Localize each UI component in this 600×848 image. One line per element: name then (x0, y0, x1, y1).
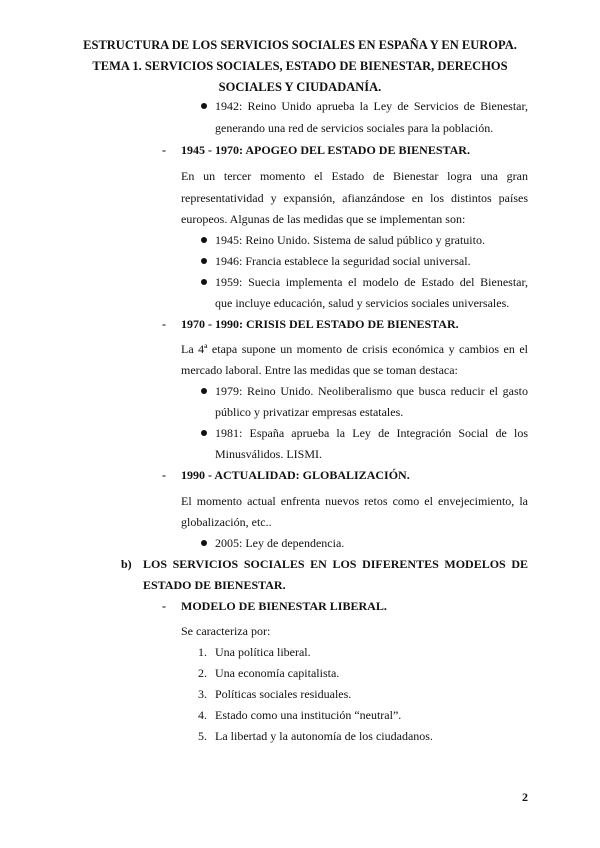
list-number: 3. (198, 687, 207, 701)
bullet-text: Minusválidos. LISMI. (215, 447, 323, 461)
paragraph-line: europeos. Algunas de las medidas que se implementan son: (181, 212, 466, 226)
list-item: Una política liberal. (215, 645, 311, 659)
bullet-text: 1946: Francia establece la seguridad social universal. (215, 254, 471, 268)
header-title-line-3: SOCIALES Y CIUDADANÍA. (218, 80, 382, 94)
bullet-icon (201, 258, 207, 264)
list-item: Una economía capitalista. (215, 666, 340, 680)
bullet-text: público y privatizar empresas estatales. (215, 405, 404, 419)
list-number: 4. (198, 708, 207, 722)
section-label: b) (121, 557, 132, 571)
list-item: Estado como una institución “neutral”. (215, 708, 402, 722)
page-number: 2 (522, 790, 528, 804)
bullet-text: que incluye educación, salud y servicios sociales universales. (215, 296, 510, 310)
paragraph-line: El momento actual enfrenta nuevos retos como el envejecimiento, la (181, 494, 528, 508)
bullet-text: 1942: Reino Unido aprueba la Ley de Servicios de Bienestar, (215, 99, 528, 113)
section-heading: MODELO DE BIENESTAR LIBERAL. (181, 599, 387, 613)
bullet-text: 1959: Suecia implementa el modelo de Estado del Bienestar, (215, 275, 528, 289)
section-title: LOS SERVICIOS SOCIALES EN LOS DIFERENTES MODELOS DE (143, 557, 528, 571)
dash-marker: - (162, 468, 166, 482)
list-item: Políticas sociales residuales. (215, 687, 352, 701)
section-title: ESTADO DE BIENESTAR. (143, 578, 286, 592)
list-item: La libertad y la autonomía de los ciudadanos. (215, 729, 433, 743)
paragraph-line: mercado laboral. Entre las medidas que se toman destaca: (181, 363, 458, 377)
list-number: 1. (198, 645, 207, 659)
section-heading: 1945 - 1970: APOGEO DEL ESTADO DE BIENESTAR. (181, 143, 470, 157)
bullet-icon (201, 279, 207, 285)
paragraph-line: globalización, etc.. (181, 515, 272, 529)
dash-marker: - (162, 143, 166, 157)
bullet-icon (201, 103, 207, 109)
dash-marker: - (162, 317, 166, 331)
header-title-line-2: TEMA 1. SERVICIOS SOCIALES, ESTADO DE BIENESTAR, DERECHOS (92, 59, 508, 73)
bullet-text: 1979: Reino Unido. Neoliberalismo que busca reducir el gasto (215, 384, 528, 398)
paragraph-line: La 4ª etapa supone un momento de crisis económica y cambios en el (181, 342, 528, 356)
list-number: 5. (198, 729, 207, 743)
list-number: 2. (198, 666, 207, 680)
section-heading: 1990 - ACTUALIDAD: GLOBALIZACIÓN. (181, 468, 410, 482)
dash-marker: - (162, 599, 166, 613)
bullet-icon (201, 430, 207, 436)
bullet-text: generando una red de servicios sociales para la población. (215, 121, 494, 135)
paragraph-line: Se caracteriza por: (181, 624, 271, 638)
bullet-text: 2005: Ley de dependencia. (215, 536, 345, 550)
paragraph-line: representatividad y expansión, afianzándose en los distintos países (181, 191, 528, 205)
bullet-icon (201, 388, 207, 394)
bullet-icon (201, 540, 207, 546)
bullet-icon (201, 237, 207, 243)
paragraph-line: En un tercer momento el Estado de Bienestar logra una gran (181, 169, 528, 183)
bullet-text: 1981: España aprueba la Ley de Integración Social de los (215, 426, 528, 440)
header-title-line-1: ESTRUCTURA DE LOS SERVICIOS SOCIALES EN ESPAÑA Y EN EUROPA. (83, 38, 517, 52)
section-heading: 1970 - 1990: CRISIS DEL ESTADO DE BIENESTAR. (181, 317, 459, 331)
bullet-text: 1945: Reino Unido. Sistema de salud público y gratuito. (215, 233, 485, 247)
